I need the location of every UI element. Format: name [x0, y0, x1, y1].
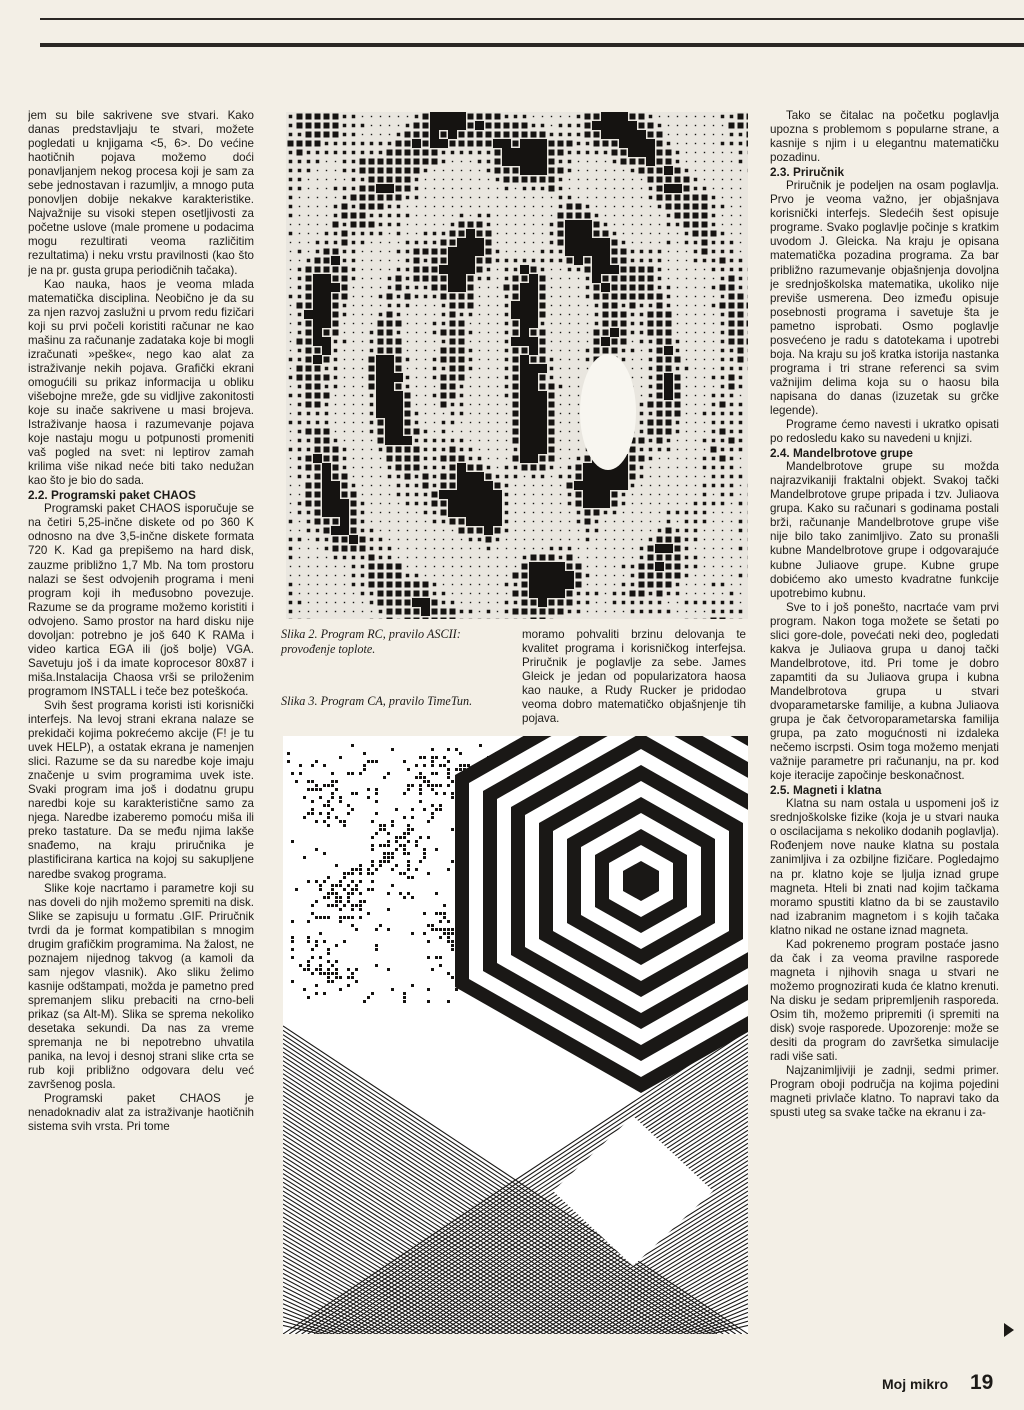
body-paragraph: Kao nauka, haos je veoma mlada matematička disciplina. Neobično je da su za njen razvoj zaslužni u prvom redu fizičari koji su prvi počeli koristiti računar ne kao mašinu za računanje zadataka koje bi mogli izračunati »peške«, nego kao alat za istraživanje nekih pojava. Grafički ekrani omogućili su prikaz informacija u obliku višebojne mreže, gde su vidljive zakonitosti koje su inače sakrivene u masi brojeva. Istraživanje haosa i razumevanje pojava koje nastaju mogu u potpunosti promeniti vaš pogled na svet: ni leptirov zamah krilima više nikad neće biti tako nedužan kao što je bio do sada. — [28, 277, 254, 488]
footer-magazine-name: Moj mikro — [882, 1376, 949, 1392]
bright-spot — [580, 354, 636, 470]
body-paragraph: Najzanimljiviji je zadnji, sedmi primer. Program oboji područja na kojima pojedini magneti privlače klatno. To napravi tako da spusti uteg sa svake tačke na ekranu i za- — [770, 1064, 999, 1120]
article-left-column — [28, 109, 254, 1343]
body-paragraph: jem su bile sakrivene sve stvari. Kako danas predstavljaju te stvari, možete pogledati u knjigama <5, 6>. Do većine haotičnih pojava možemo doći ponavljanjem nekog procesa koji je sam za sebe jednostavan i razumljiv, a mnogo puta ponovljen dobije nekakve karakteristike. Najvažnije su visoki stepen osetljivosti za početne uslove (male promene u podacima mogu rezultirati veoma različitim rezultatima) i neku vrstu pravilnosti (kao što je na pr. gusta grupa periodičnih tačaka). — [28, 109, 254, 277]
body-paragraph: Programe ćemo navesti i ukratko opisati po redosledu kako su navedeni u knjizi. — [770, 418, 999, 446]
body-paragraph: moramo pohvaliti brzinu delovanja te kvalitet programa i korisničkog interfejsa. Priručnik je poglavlje za sebe. James Gleick je jedan od popularizatora haosa kao nauke, a Rudy Rucker je pridodao veoma dobro matematičko objašnjenje tih pojava. — [522, 628, 746, 726]
section-heading: 2.5. Magneti i klatna — [770, 783, 882, 798]
rc-ascii-dotted-faces-image — [286, 112, 748, 619]
article-middle-column — [522, 628, 746, 728]
header-rule-top — [40, 18, 1024, 20]
continue-arrow-icon — [1004, 1323, 1014, 1337]
header-rule-bottom — [40, 43, 1024, 47]
body-paragraph: Slike koje nacrtamo i parametre koji su nas doveli do njih možemo spremiti na disk. Slike se zapisuju u formatu .GIF. Priručnik tvrdi da je format kompatibilan s mnogim drugim grafičkim programima. Na žalost, ne poznajem nijednog takvog (a kamoli da sam njegov vlasnik). Ako sliku želimo kasnije odštampati, možda je pametno pred spremanjem sliku prebaciti na crno-beli prikaz (sa Alt-M). Slika se sprema nekoliko desetaka sekundi. Da nas za vreme spremanja ne bi nepotrebno uhvatila panika, na levoj i desnoj strani slike crta se rub koji približno odgovara delu već završenog posla. — [28, 881, 254, 1092]
figure-3-composite — [283, 736, 748, 1334]
body-paragraph: Mandelbrotove grupe su možda najrazvikaniji fraktalni objekt. Svakoj tački Mandelbrotove grupe pripada i tzv. Juliaova grupa. Kako su računari s godinama postali brži, računanje Mandelbrotove grupe više nije bilo tako zanimljivo. Zato su pronašli kubne Mandelbrotove grupe i odgovarajuće kubne Juliaove grupe. Kubne grupe dobićemo ako umesto kvadratne funkcije upotrebimo kubnu. — [770, 460, 999, 600]
body-paragraph: Tako se čitalac na početku poglavlja upozna s problemom s popularne strane, a kasnije s njim i u elegantnu matematičku pozadinu. — [770, 109, 999, 165]
section-heading: 2.2. Programski paket CHAOS — [28, 488, 196, 503]
figure-2-caption: Slika 2. Program RC, pravilo ASCII: provođenje toplote. — [281, 627, 461, 656]
figure-3-ca-timetun — [283, 736, 748, 1334]
dot-grid — [288, 112, 749, 619]
figure-2-rc-ascii — [286, 112, 748, 619]
body-paragraph: Programski paket CHAOS je nenadoknadiv alat za istraživanje haotičnih sistema svih vrsta. Pri tome — [28, 1092, 254, 1134]
body-paragraph: Priručnik je podeljen na osam poglavlja. Prvo je veoma važno, jer objašnjava korisnički interfejs. Sledećih šest opisuje programe. Svako poglavlje počinje s kratkim uvodom J. Gleicka. Na kraju je opisana matematička pozadina programa. Za bar približno razumevanje objašnjenja dovoljna je srednjoškolska matematika, ukoliko nije previše usmerena. Deo između opisuje posebnosti programa i savetuje šta je pametno isprobati. Osmo poglavlje posvećeno je radu s datotekama i upotrebi boja. Na kraju su još kratka istorija nastanka programa i tri strane referenci sa svim važnijim delima koja su o haosu bila napisana do danas (izuzetak su grčke legende). — [770, 179, 999, 417]
figure-3-caption: Slika 3. Program CA, pravilo TimeTun. — [281, 694, 473, 708]
article-right-column — [770, 109, 999, 1343]
section-heading: 2.4. Mandelbrotove grupe — [770, 446, 913, 461]
body-paragraph: Svih šest programa koristi isti korisnički interfejs. Na levoj strani ekrana nalaze se prekidači kojima pokrećemo akcije (F! je tu uvek HELP), a ostatak ekrana je namenjen slici. Razume se da su naredbe koje imaju značenje u svim programima uvek iste. Svaki program ima još i dodatnu grupu naredbi koje su karakteristične samo za njega. Naredbe izaberemo pomoću miša ili preko tastature. Da se među njima lakše snađemo, na kraju priručnika je plastificirana kartica na kojoj su sakupljene naredbe svakog programa. — [28, 698, 254, 881]
body-paragraph: Kad pokrenemo program postaće jasno da čak i za veoma pravilne rasporede magneta i njihovih snaga u stvari ne možemo prognozirati kuda će klatno krenuti. Na disku je sedam pripremljenih rasporeda. Osim tih, možemo pripremiti (i spremiti na disk) svoje rasporede. Upozorenje: može se desiti da program do završetka simulacije radi više sati. — [770, 937, 999, 1064]
body-paragraph: Sve to i još ponešto, nacrtaće vam prvi program. Nakon toga možete se šetati po slici gore-dole, povećati neki deo, pogledati kakva je Juliaova grupa u danoj tački Mandelbrotove, itd. Pri tome je dobro zapamtiti da su Juliaova grupa i kubna Mandelbrotova grupa u stvari dvoparametarske familije, a kubna Juliaova grupa je čak četvoroparametarska familija grupa, pa zato mogućnosti ni izdaleka nečemo iscrpsti. Osim toga možemo menjati važnije parametre pri računanju, na pr. kod koje iteracije započinje beskonačnost. — [770, 600, 999, 783]
body-paragraph: Programski paket CHAOS isporučuje se na četiri 5,25-inčne diskete od po 360 K odnosno na dve 3,5-inčne diskete formata 720 K. Kad ga prepišemo na hard disk, zauzme približno 1,7 Mb. Na tom prostoru nalazi se šest odvojenih programa i meni program koji ih međusobno povezuje. Razume se da programe možemo koristiti i odvojeno. Samo prostor na hard disku nije dovoljan: potrebno je još 640 K RAMa i video kartica EGA ili (još bolje) VGA. Savetuju još i da imate koprocesor 80x87 i miša.Instalacija Chaosa vrši se priloženim programom INSTALL i teče bez poteškoća. — [28, 502, 254, 698]
section-heading: 2.3. Priručnik — [770, 165, 845, 180]
body-paragraph: Klatna su nam ostala u uspomeni još iz srednjoškolske fizike (koja je u stvari nauka o oscilacijama s nekoliko dodanih poglavlja). Rođenjem nove nauke klatna su postala zanimljiva i za ozbiljne fizičare. Pogledajmo na pr. klatno koje se ljulja iznad grupe magneta. Hteli bi znati nad kojim tačkama moramo spustiti klatno da bi se zaustavilo nad izabranim magnetom i s kojih tačaka klatno nikad ne ostane iznad magneta. — [770, 797, 999, 937]
footer-page-number: 19 — [970, 1371, 994, 1394]
